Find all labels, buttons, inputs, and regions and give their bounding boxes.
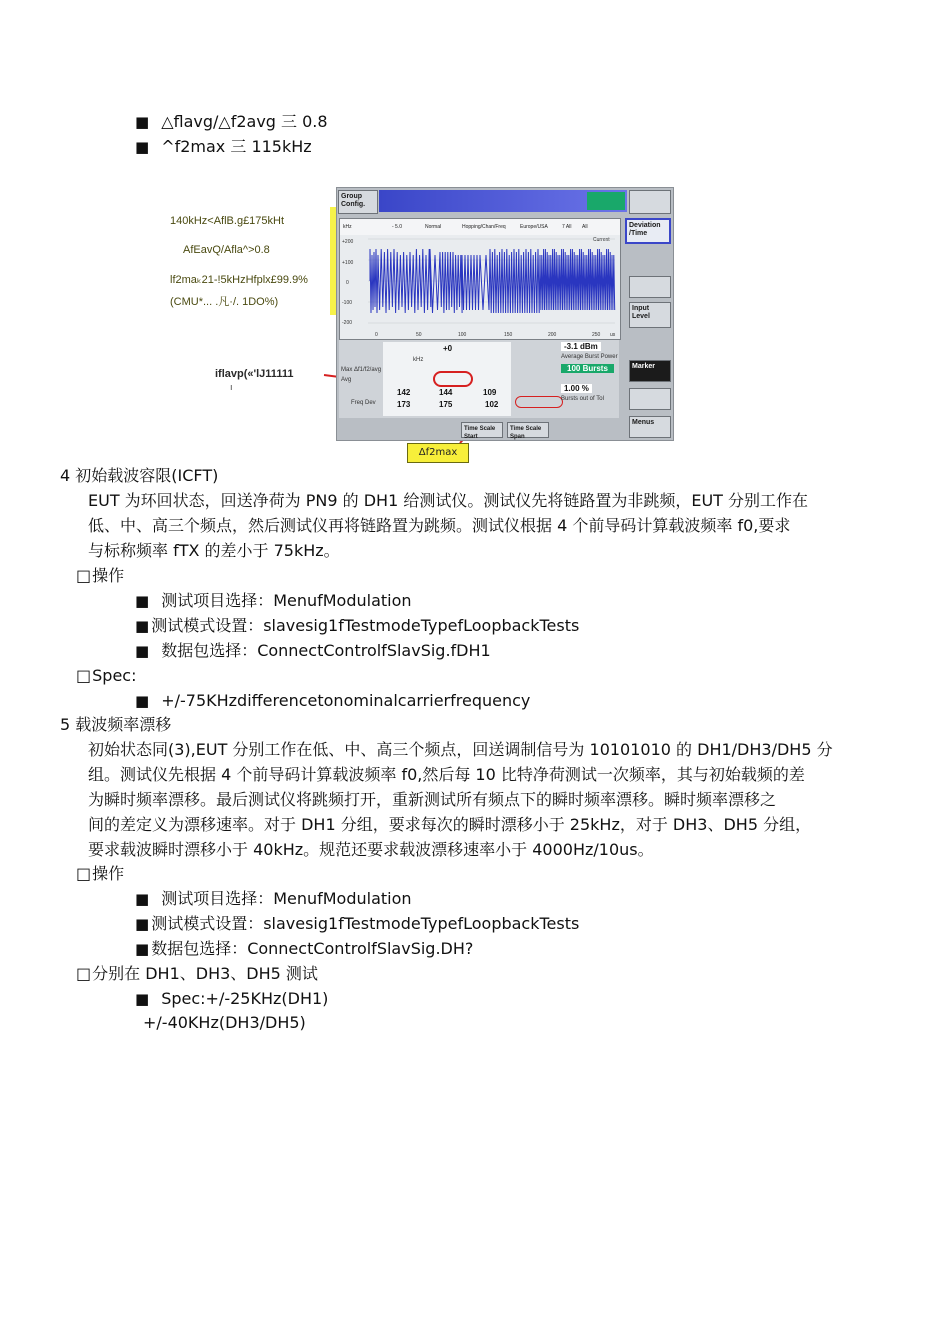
bullet-item [135, 914, 579, 934]
softkey-top[interactable] [629, 190, 671, 214]
readout-unit: kHz [413, 357, 424, 363]
spec-text: Spec: [92, 666, 137, 685]
menus-button[interactable]: Menus [629, 416, 671, 438]
callout-mark: ı [230, 383, 233, 393]
bullet-text: 测试模式设置：slavesig1fTestmodeTypefLoopbackTests [151, 616, 580, 635]
x-tick: 50 [416, 332, 422, 338]
bullet-item [135, 641, 491, 661]
measurement-figure [160, 185, 675, 465]
header-cell: Normal [425, 224, 442, 230]
y-tick: +200 [342, 239, 354, 245]
y-tick: 0 [346, 280, 349, 286]
note-line: (CMU*... .凡·/. 1DO%) [170, 296, 279, 308]
bullet-text: ^f2max 三 115kHz [161, 137, 312, 156]
bullet-item [135, 591, 412, 611]
x-tick: 250 [592, 332, 601, 338]
bullet-item [135, 939, 473, 959]
bullet-text: 测试项目选择：MenufModulation [161, 591, 412, 610]
readout-offset: +0 [443, 344, 453, 353]
spec-continuation: +/-40KHz(DH3/DH5) [143, 1013, 306, 1032]
softkey-blank[interactable] [629, 276, 671, 298]
section-heading: 4 初始载波容限(ICFT) [60, 466, 219, 485]
group-config-button[interactable]: Group Config. [338, 190, 378, 214]
note-line: 140kHz<AflB.g£175kHt [170, 215, 285, 227]
highlight-circle [515, 396, 563, 408]
header-cell: Hopping/Chan/Freq [462, 224, 506, 230]
x-unit: us [610, 332, 616, 338]
time-scale-span-button[interactable]: Time Scale Span [507, 422, 549, 438]
input-level-button[interactable]: Input Level [629, 302, 671, 328]
deviation-plot [339, 218, 621, 340]
operation-label [76, 566, 124, 586]
status-indicator [587, 192, 625, 210]
readout-panel [339, 340, 619, 418]
deviation-time-button[interactable]: Deviation /Time [625, 218, 671, 244]
power-readout: -3.1 dBm [561, 342, 601, 351]
y-tick: -200 [342, 320, 353, 326]
readout-value: 175 [439, 400, 453, 409]
paragraph-line: 为瞬时频率漂移。最后测试仪将跳频打开，重新测试所有频点下的瞬时频率漂移。瞬时频率漂移之 [88, 790, 777, 809]
bullet-text: 测试项目选择：MenufModulation [161, 889, 412, 908]
callout-label: iflavp(«'lJ11111 [215, 368, 294, 380]
readout-value: 109 [483, 388, 497, 397]
paragraph-line: 要求载波瞬时漂移小于 40kHz。规范还要求载波漂移速率小于 4000Hz/10us。 [88, 840, 654, 859]
row-label: Max Δf1/f2/avg [341, 367, 382, 373]
bullet-text: 测试模式设置：slavesig1fTestmodeTypefLoopbackTests [151, 914, 580, 933]
highlight-circle [433, 371, 473, 387]
bullet-text: Spec:+/-25KHz(DH1) [161, 989, 329, 1008]
test-text: 分别在 DH1、DH3、DH5 测试 [92, 964, 318, 983]
softkey-blank[interactable] [629, 388, 671, 410]
paragraph-line: 组。测试仪先根据 4 个前导码计算载波频率 f0,然后每 10 比特净荷测试一次频率，其与初始载频的差 [88, 765, 805, 784]
marker-button[interactable]: Marker [629, 360, 671, 382]
paragraph-line: 间的差定义为漂移速率。对于 DH1 分组，要求每次的瞬时漂移小于 25kHz，对于 DH3、DH5 分组， [88, 815, 812, 834]
operation-text: 操作 [92, 566, 125, 585]
paragraph-line: EUT 为环回状态，回送净荷为 PN9 的 DH1 给测试仪。测试仪先将链路置为非跳频，EUT 分别工作在 [88, 491, 809, 510]
note-line: lf2maₖ21-!5kHzHfplx£99.9% [170, 274, 308, 286]
y-tick: -100 [342, 300, 353, 306]
bullet-item [135, 137, 312, 157]
paragraph-line: 与标称频率 fTX 的差小于 75kHz。 [88, 541, 340, 560]
section-heading: 5 载波频率漂移 [60, 715, 172, 734]
current-label: Current [593, 237, 610, 243]
bullet-text: +/-75KHzdifferencetonominalcarrierfrequency [161, 691, 531, 710]
spec-label [76, 666, 136, 686]
operation-label [76, 864, 124, 884]
readout-value: 102 [485, 400, 499, 409]
section-paragraph [88, 737, 888, 862]
operation-text: 操作 [92, 864, 125, 883]
bullet-item [135, 112, 328, 132]
header-cell: Europe/USA [520, 224, 548, 230]
x-tick: 0 [375, 332, 378, 338]
tol-percent: 1.00 % [561, 384, 592, 393]
readout-value: 142 [397, 388, 411, 397]
power-label: Average Burst Power [561, 354, 618, 360]
header-cell: 7 All [562, 224, 572, 230]
bullet-item [135, 989, 328, 1009]
note-line: AfEavQ/Afla^>0.8 [183, 244, 270, 256]
bullet-item [135, 616, 579, 636]
y-tick: +100 [342, 260, 354, 266]
x-tick: 200 [548, 332, 557, 338]
waveform-svg [340, 219, 620, 339]
x-tick: 150 [504, 332, 513, 338]
tester-screen [336, 187, 674, 441]
paragraph-line: 低、中、高三个频点，然后测试仪再将链路置为跳频。测试仪根据 4 个前导码计算载波频率 f0,要求 [88, 516, 791, 535]
header-cell: All [582, 224, 588, 230]
bullet-item [135, 889, 412, 909]
tol-label: Bursts out of Tol [561, 396, 604, 402]
readout-value: 173 [397, 400, 411, 409]
readout-value: 144 [439, 388, 453, 397]
bullet-text: △flavg/△f2avg 三 0.8 [161, 112, 328, 131]
burst-count: 100 Bursts [561, 364, 614, 373]
bullet-text: 数据包选择：ConnectControlfSlavSig.fDH1 [161, 641, 491, 660]
x-tick: 100 [458, 332, 467, 338]
paragraph-line: 初始状态同(3),EUT 分别工作在低、中、高三个频点，回送调制信号为 10101010 的 DH1/DH3/DH5 分 [88, 740, 833, 759]
time-scale-start-button[interactable]: Time Scale Start [461, 422, 503, 438]
row-label: Freq Dev [351, 400, 376, 406]
df2max-label: Δf2max [407, 443, 469, 463]
section-paragraph [88, 488, 888, 563]
header-cell: - 5.0 [392, 224, 403, 230]
bullet-text: 数据包选择：ConnectControlfSlavSig.DH? [151, 939, 474, 958]
test-label [76, 964, 318, 984]
row-label: Avg [341, 377, 352, 383]
header-cell: kHz [343, 224, 352, 230]
bullet-item [135, 691, 530, 711]
